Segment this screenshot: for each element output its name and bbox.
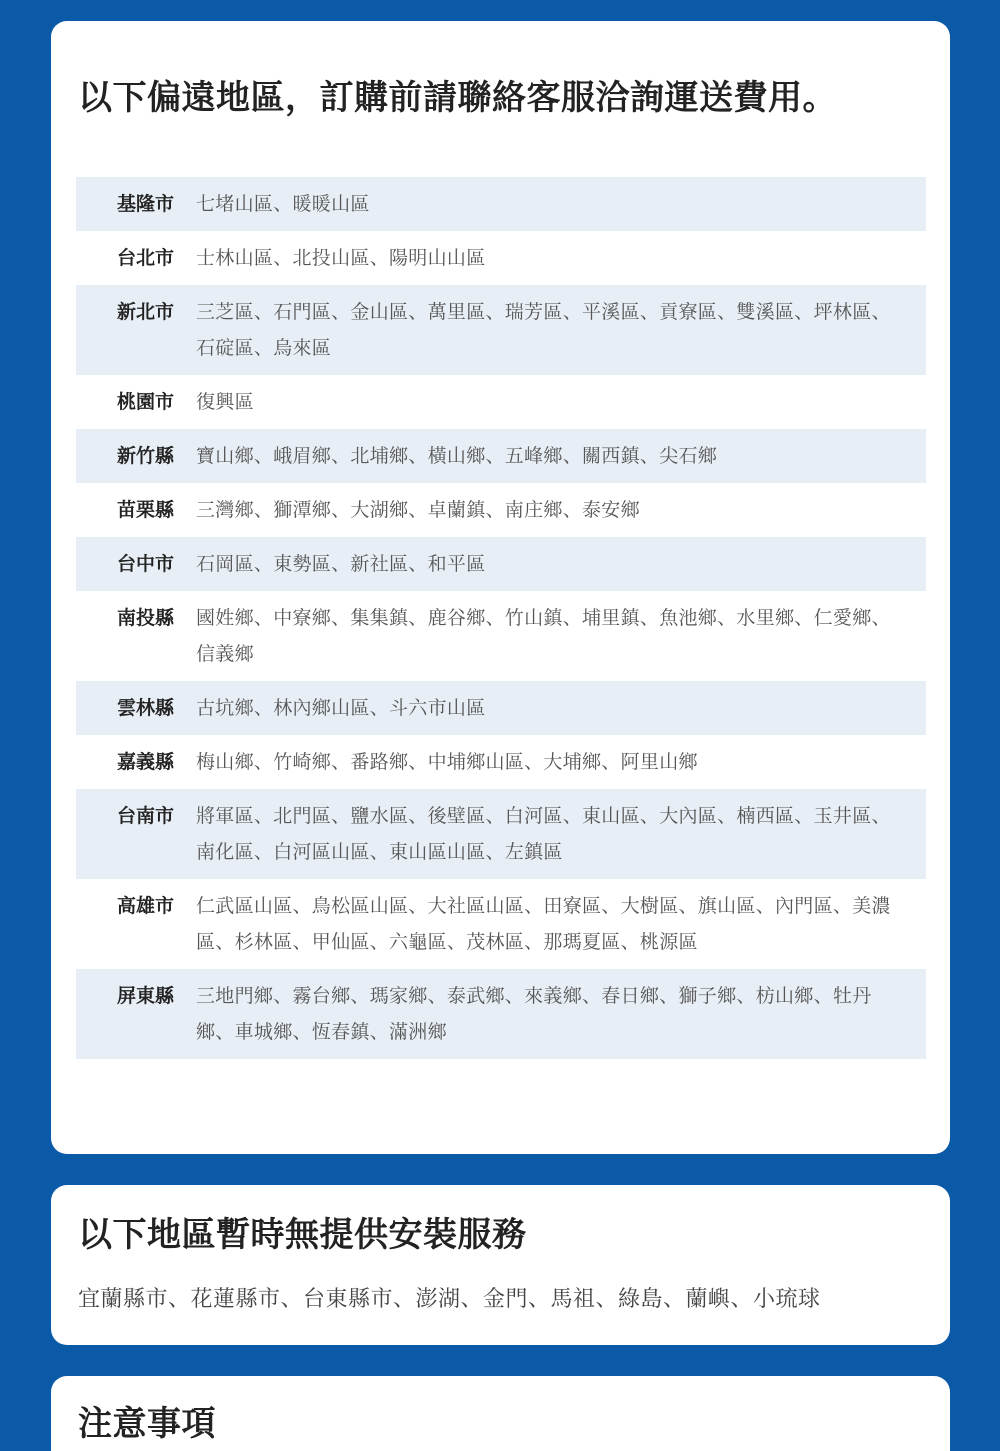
region-row (76, 483, 926, 537)
notes-title: 注意事項 (78, 1404, 216, 1444)
region-row (76, 429, 926, 483)
remote-areas-title: 以下偏遠地區，訂購前請聯絡客服洽詢運送費用。 (78, 78, 837, 118)
region-areas: 梅山鄉、竹崎鄉、番路鄉、中埔鄉山區、大埔鄉、阿里山鄉 (196, 751, 698, 773)
region-row (76, 681, 926, 735)
no-install-card (51, 1185, 950, 1345)
region-row (76, 789, 926, 879)
region-areas: 將軍區、北門區、鹽水區、後壁區、白河區、東山區、大內區、楠西區、玉井區、南化區、白河區山區、東山區山區、左鎮區 (196, 805, 891, 863)
region-row (76, 969, 926, 1059)
region-areas: 三灣鄉、獅潭鄉、大湖鄉、卓蘭鎮、南庄鄉、泰安鄉 (196, 499, 640, 521)
remote-areas-card (51, 21, 950, 1154)
region-areas: 三芝區、石門區、金山區、萬里區、瑞芳區、平溪區、貢寮區、雙溪區、坪林區、石碇區、烏來區 (196, 301, 891, 359)
region-areas: 三地門鄉、霧台鄉、瑪家鄉、泰武鄉、來義鄉、春日鄉、獅子鄉、枋山鄉、牡丹鄉、車城鄉、恆春鎮、滿洲鄉 (196, 985, 872, 1043)
no-install-title: 以下地區暫時無提供安裝服務 (78, 1215, 527, 1255)
region-areas: 仁武區山區、鳥松區山區、大社區山區、田寮區、大樹區、旗山區、內門區、美濃區、杉林區、甲仙區、六龜區、茂林區、那瑪夏區、桃源區 (196, 895, 891, 953)
region-row (76, 177, 926, 231)
region-name: 屏東縣 (116, 985, 174, 1007)
region-areas: 國姓鄉、中寮鄉、集集鎮、鹿谷鄉、竹山鎮、埔里鎮、魚池鄉、水里鄉、仁愛鄉、信義鄉 (196, 607, 891, 665)
region-row (76, 375, 926, 429)
region-areas: 七堵山區、暖暖山區 (196, 193, 370, 215)
region-name: 新竹縣 (116, 445, 174, 467)
region-name: 高雄市 (116, 895, 174, 917)
region-name: 台北市 (116, 247, 174, 269)
region-name: 雲林縣 (116, 697, 174, 719)
no-install-areas: 宜蘭縣市、花蓮縣市、台東縣市、澎湖、金門、馬祖、綠島、蘭嶼、小琉球 (78, 1287, 821, 1312)
region-row (76, 285, 926, 375)
region-areas: 復興區 (196, 391, 254, 413)
region-areas: 士林山區、北投山區、陽明山山區 (196, 247, 486, 269)
region-row (76, 231, 926, 285)
region-areas: 古坑鄉、林內鄉山區、斗六市山區 (196, 697, 486, 719)
region-areas: 寶山鄉、峨眉鄉、北埔鄉、橫山鄉、五峰鄉、關西鎮、尖石鄉 (196, 445, 718, 467)
region-areas: 石岡區、東勢區、新社區、和平區 (196, 553, 486, 575)
region-name: 苗栗縣 (116, 499, 174, 521)
region-name: 基隆市 (116, 193, 174, 215)
region-name: 嘉義縣 (116, 751, 174, 773)
region-name: 桃園市 (116, 391, 174, 413)
notes-card (51, 1376, 950, 1451)
region-row (76, 591, 926, 681)
region-name: 新北市 (116, 301, 174, 323)
region-row (76, 735, 926, 789)
remote-areas-table (76, 177, 926, 1059)
region-name: 台中市 (116, 553, 174, 575)
region-row (76, 537, 926, 591)
region-name: 台南市 (116, 805, 174, 827)
region-name: 南投縣 (116, 607, 174, 629)
region-row (76, 879, 926, 969)
